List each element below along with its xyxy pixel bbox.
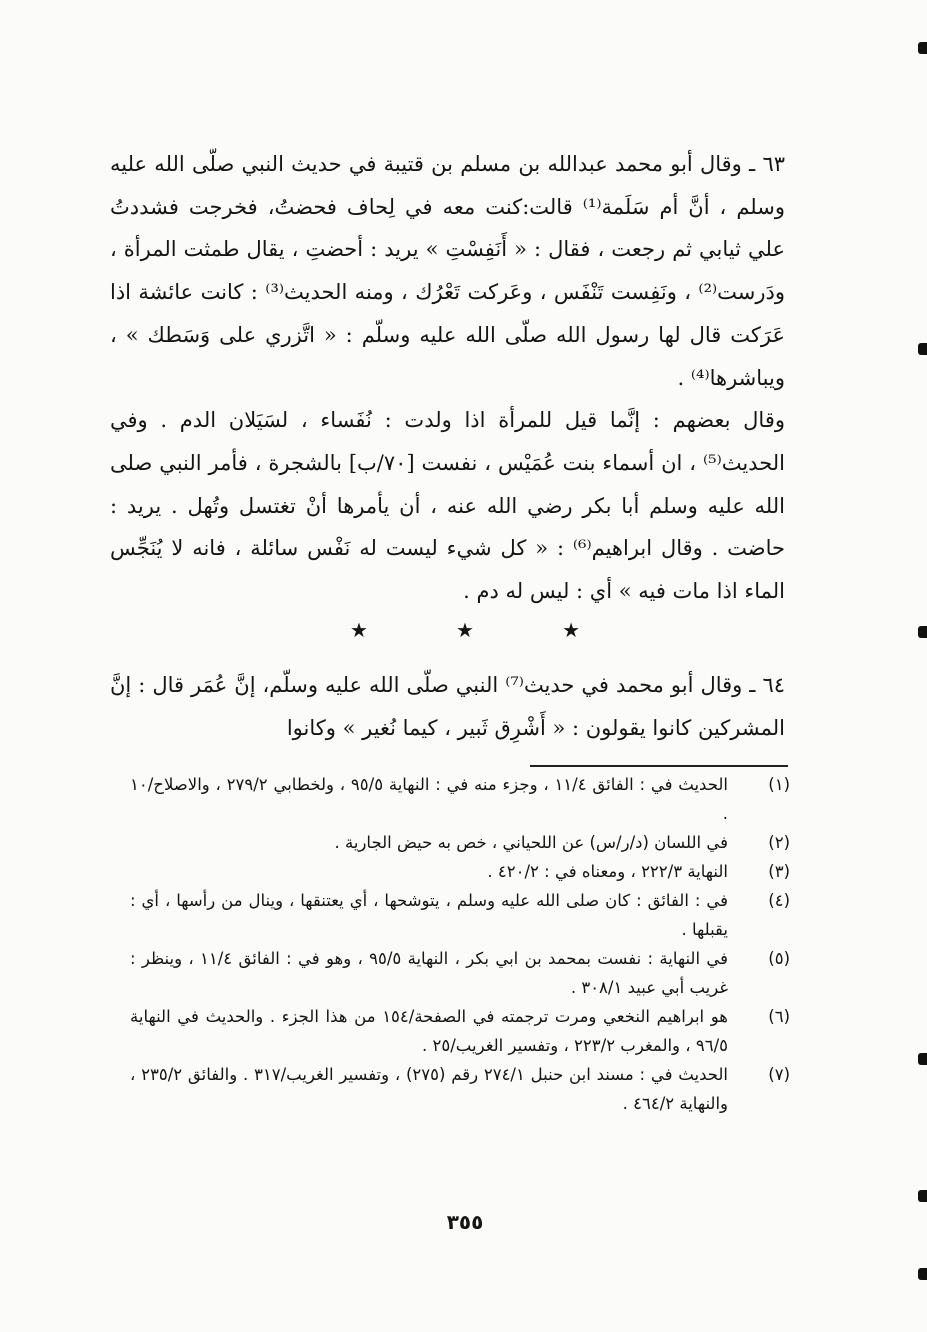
star-icon: ★: [456, 618, 474, 642]
star-icon: ★: [562, 618, 580, 642]
footnote: [130, 770, 790, 828]
footnote-text: الحديث في : الفائق ١١/٤ ، وجزء منه في : النهاية ٩٥/٥ ، ولخطابي ٢٧٩/٢ ، والاصلاح/١٠ .: [130, 775, 728, 823]
main-text-continued: [110, 664, 785, 749]
page-number: ٣٥٥: [446, 1210, 484, 1234]
footnote-text: في النهاية : نفست بمحمد بن ابي بكر ، النهاية ٩٥/٥ ، وهو في : الفائق ١١/٤ ، وينظر : غريب أبي عبيد ٣٠٨/١ .: [130, 949, 729, 997]
footnote-text: في : الفائق : كان صلى الله عليه وسلم ، يتوشحها ، أي يعتنقها ، وينال من رأسها ، أي : يقبلها .: [130, 891, 728, 939]
footnote-number: (٢): [768, 833, 790, 852]
scan-edge-mark: [918, 343, 927, 355]
footnote: [130, 886, 790, 944]
footnote-number: (٤): [768, 891, 790, 910]
scan-edge-mark: [918, 1190, 927, 1202]
footnote-number: (٥): [768, 949, 790, 968]
paragraph-63: ٦٣ ـ وقال أبو محمد عبدالله بن مسلم بن قتيبة في حديث النبي صلّى الله عليه وسلم ، أنَّ أم سَلَمة⁽¹⁾ قالت:كنت معه في لِحاف فحضتُ، فخرجت فشددتُ علي ثيابي ثم رجعت ، فقال : « أَنَفِسْتِ » يريد : أحضتِ ، يقال طمثت المرأة ، ودَرست⁽²⁾ ، ونَفِست تَنْفَس ، وعَركت تَعْرُك ، ومنه الحديث⁽³⁾ : كانت عائشة اذا عَرَكت قال لها رسول الله صلّى الله عليه وسلّم : « اتَّزري على وَسَطك » ، ويباشرها⁽⁴⁾ .: [110, 152, 785, 390]
footnote-number: (١): [768, 775, 790, 794]
footnote-text: هو ابراهيم النخعي ومرت ترجمته في الصفحة/١٥٤ من هذا الجزء . والحديث في النهاية ٩٦/٥ ، والمغرب ٢٢٣/٢ ، وتفسير الغريب/٢٥ .: [130, 1007, 728, 1055]
footnote: [130, 944, 790, 1002]
footnote: [130, 1002, 790, 1060]
footnote-divider: [530, 765, 788, 767]
footnote: [130, 1060, 790, 1118]
scan-edge-mark: [918, 42, 927, 54]
paragraph-64: ٦٤ ـ وقال أبو محمد في حديث⁽⁷⁾ النبي صلّى الله عليه وسلّم، إنَّ عُمَر قال : إنَّ المشركين كانوا يقولون : « أَشْرِق ثَبير ، كيما نُغير » وكانوا: [110, 673, 785, 740]
footnotes: [130, 770, 790, 1118]
footnote-text: النهاية ٢٢٢/٣ ، ومعناه في : ٤٢٠/٢ .: [487, 862, 728, 881]
footnote-number: (٦): [768, 1007, 790, 1026]
footnote-text: الحديث في : مسند ابن حنبل ٢٧٤/١ رقم (٢٧٥) ، وتفسير الغريب/٣١٧ . والفائق ٢٣٥/٢ ، والنهاية ٤٦٤/٢ .: [130, 1065, 728, 1113]
footnote-text: في اللسان (د/ر/س) عن اللحياني ، خص به حيض الجارية .: [334, 833, 728, 852]
footnote: [130, 857, 790, 886]
footnote: [130, 828, 790, 857]
main-text: [110, 143, 785, 613]
scan-edge-mark: [918, 1053, 927, 1065]
footnote-number: (٧): [768, 1065, 790, 1084]
paragraph-women: وقال بعضهم : إنَّما قيل للمرأة اذا ولدت : نُفَساء ، لسَيَلان الدم . وفي الحديث⁽⁵⁾ ، ان أسماء بنت عُمَيْس ، نفست [٧٠/ب] بالشجرة ، فأمر النبي صلى الله عليه وسلم أبا بكر رضي الله عنه ، أن يأمرها أنْ تغتسل وتُهل . يريد : حاضت . وقال ابراهيم⁽⁶⁾ : « كل شيء ليست له نَفْس سائلة ، فانه لا يُنَجِّس الماء اذا مات فيه » أي : ليس له دم .: [110, 408, 785, 604]
scan-edge-mark: [918, 626, 927, 638]
footnote-number: (٣): [768, 862, 790, 881]
star-icon: ★: [350, 618, 368, 642]
section-separator: [350, 615, 580, 645]
scan-edge-mark: [918, 1268, 927, 1280]
